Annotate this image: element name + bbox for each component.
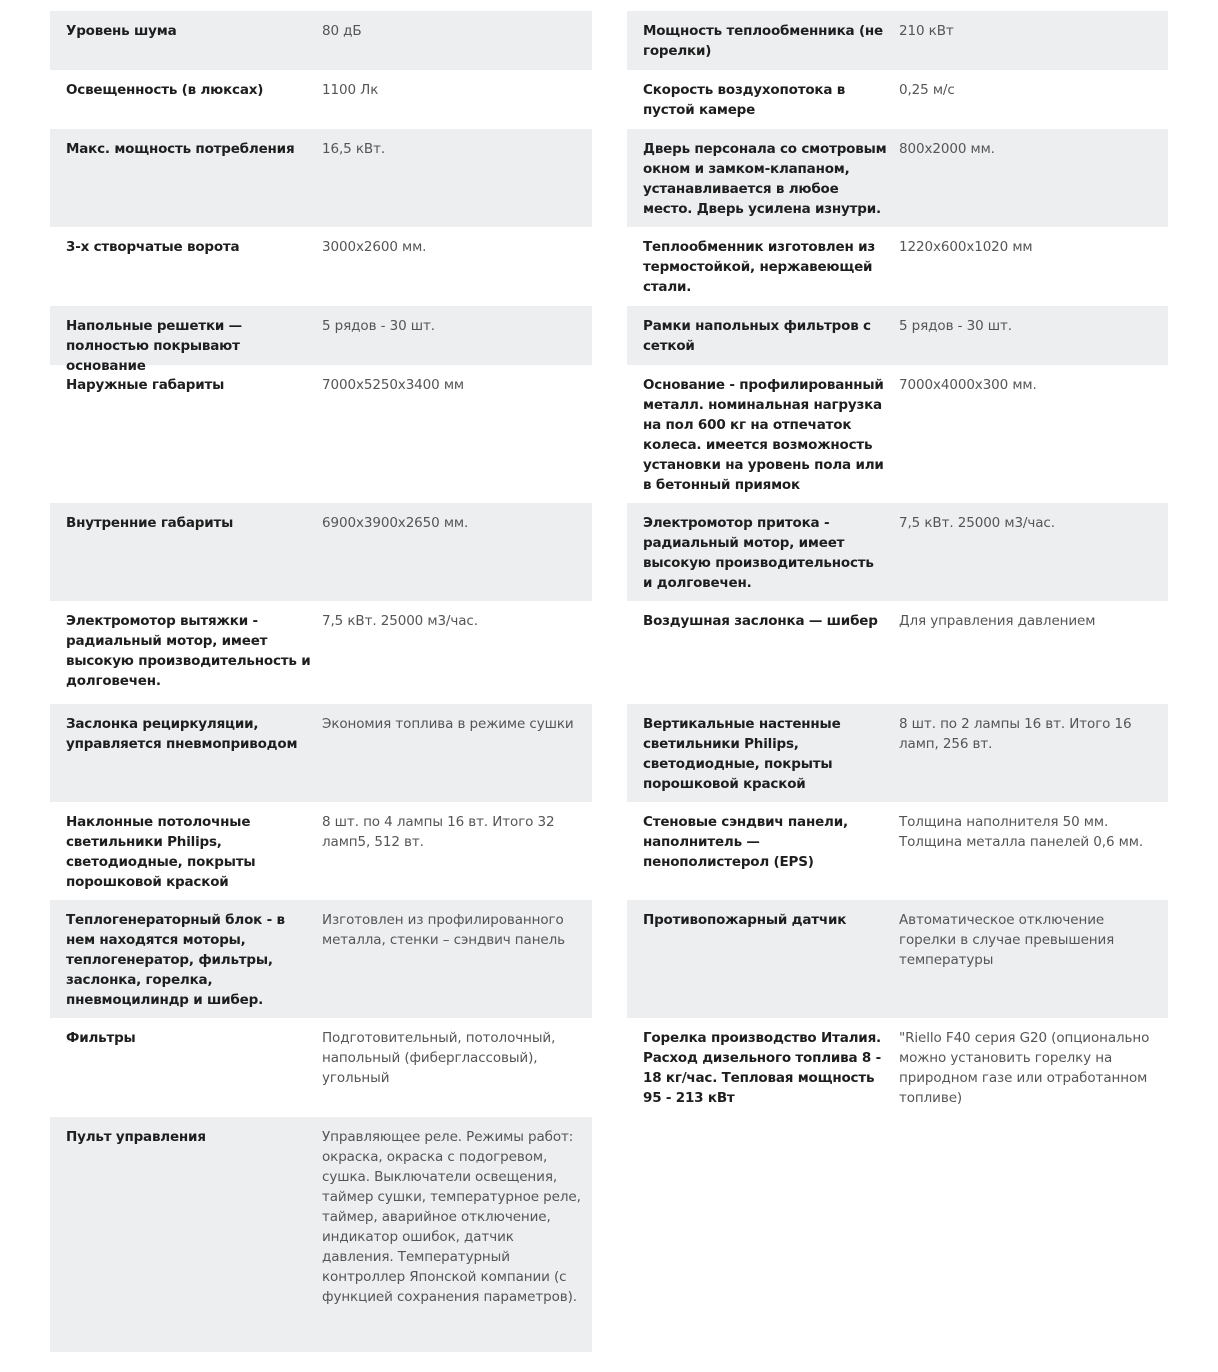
spec-row [627, 802, 1168, 900]
spec-label: Теплообменник изготовлен из термостойкой, нержавеющей стали. [643, 239, 875, 295]
spec-label: Освещенность (в люксах) [66, 82, 264, 98]
spec-value: 210 кВт [899, 23, 954, 39]
spec-label: Дверь персонала со смотровым окном и замком-клапаном, устанавливается в любое место. Дверь усилена изнутри. [643, 141, 887, 217]
spec-value: 80 дБ [322, 23, 362, 39]
spec-value: 1100 Лк [322, 82, 379, 98]
spec-value: 6900х3900х2650 мм. [322, 515, 469, 531]
spec-row [50, 503, 592, 601]
spec-value: 7,5 кВт. 25000 м3/час. [899, 515, 1055, 531]
spec-row [627, 129, 1168, 227]
spec-label: Наружные габариты [66, 377, 225, 393]
spec-value: "Riello F40 серия G20 (опционально можно установить горелку на природном газе или отработанном топливе) [899, 1030, 1150, 1106]
spec-value: 800х2000 мм. [899, 141, 995, 157]
spec-value: 16,5 кВт. [322, 141, 386, 157]
spec-value: Подготовительный, потолочный, напольный (фиберглассовый), угольный [322, 1030, 556, 1086]
spec-label: Теплогенераторный блок - в нем находятся моторы, теплогенератор, фильтры, заслонка, горелка, пневмоцилиндр и шибер. [66, 912, 285, 1008]
spec-value: 5 рядов - 30 шт. [322, 318, 435, 334]
spec-label: Заслонка рециркуляции, управляется пневмоприводом [66, 716, 298, 752]
spec-value: 1220х600х1020 мм [899, 239, 1033, 255]
spec-value: 7000х4000х300 мм. [899, 377, 1037, 393]
spec-row [627, 601, 1168, 704]
spec-label: Напольные решетки — полностью покрывают основание [66, 318, 242, 374]
spec-row [50, 900, 592, 1018]
spec-table-right [627, 11, 1168, 1117]
spec-row [50, 11, 592, 70]
spec-value: 7000х5250х3400 мм [322, 377, 465, 393]
spec-row [627, 306, 1168, 365]
spec-table-left [50, 11, 592, 1352]
spec-label: Пульт управления [66, 1129, 206, 1145]
spec-value: Изготовлен из профилированного металла, стенки – сэндвич панель [322, 912, 566, 948]
spec-value: Для управления давлением [899, 613, 1096, 629]
spec-label: Фильтры [66, 1030, 136, 1046]
spec-value: Экономия топлива в режиме сушки [322, 716, 574, 732]
spec-label: Рамки напольных фильтров с сеткой [643, 318, 871, 354]
spec-label: Электромотор вытяжки - радиальный мотор, имеет высокую производительность и долговечен. [66, 613, 311, 689]
spec-value: 0,25 м/с [899, 82, 955, 98]
spec-row [50, 306, 592, 374]
spec-label: 3-х створчатые ворота [66, 239, 240, 255]
spec-row [50, 601, 592, 704]
spec-row [627, 503, 1168, 601]
spec-row [627, 227, 1168, 306]
spec-label: Макс. мощность потребления [66, 141, 295, 157]
spec-label: Основание - профилированный металл. номинальная нагрузка на пол 600 кг на отпечаток колеса. имеется возможность установки на уровень пола или в бетонный приямок [643, 377, 884, 493]
spec-label: Скорость воздухопотока в пустой камере [643, 82, 846, 118]
spec-value: Толщина наполнителя 50 мм. Толщина металла панелей 0,6 мм. [899, 814, 1144, 850]
spec-label: Горелка производство Италия. Расход дизельного топлива 8 - 18 кг/час. Тепловая мощность 95 - 213 кВт [643, 1030, 882, 1106]
spec-label: Стеновые сэндвич панели, наполнитель — пенополистерол (EPS) [643, 814, 848, 870]
spec-label: Мощность теплообменника (не горелки) [643, 23, 883, 59]
spec-row [627, 365, 1168, 503]
spec-value: Управляющее реле. Режимы работ: окраска, окраска с подогревом, сушка. Выключатели освещения, таймер сушки, температурное реле, таймер, аварийное отключение, индикатор ошибок, датчик давления. Температурный контроллер Японской компании (с функцией сохранения параметров). [322, 1129, 581, 1305]
spec-value: 3000х2600 мм. [322, 239, 427, 255]
spec-row [50, 1018, 592, 1117]
spec-value: 8 шт. по 4 лампы 16 вт. Итого 32 ламп5, 512 вт. [322, 814, 555, 850]
spec-value: 7,5 кВт. 25000 м3/час. [322, 613, 478, 629]
spec-label: Вертикальные настенные светильники Philips, светодиодные, покрыты порошковой краской [643, 716, 841, 792]
spec-value: 5 рядов - 30 шт. [899, 318, 1012, 334]
spec-label: Наклонные потолочные светильники Philips, светодиодные, покрыты порошковой краской [66, 814, 256, 890]
spec-value: 8 шт. по 2 лампы 16 вт. Итого 16 ламп, 256 вт. [899, 716, 1132, 752]
spec-row [50, 365, 592, 503]
spec-label: Воздушная заслонка — шибер [643, 613, 878, 629]
spec-row [50, 704, 592, 802]
spec-label: Электромотор притока - радиальный мотор, имеет высокую производительность и долговечен. [643, 515, 874, 591]
spec-row [627, 704, 1168, 802]
spec-row [50, 70, 592, 129]
spec-row [50, 802, 592, 900]
spec-label: Внутренние габариты [66, 515, 234, 531]
spec-row [50, 227, 592, 306]
spec-row [627, 900, 1168, 1018]
spec-label: Уровень шума [66, 23, 177, 39]
spec-label: Противопожарный датчик [643, 912, 847, 928]
spec-row [50, 1117, 592, 1352]
spec-row [627, 70, 1168, 129]
spec-value: Автоматическое отключение горелки в случае превышения температуры [899, 912, 1115, 968]
spec-row [627, 1018, 1168, 1117]
spec-row [627, 11, 1168, 70]
spec-row [50, 129, 592, 227]
